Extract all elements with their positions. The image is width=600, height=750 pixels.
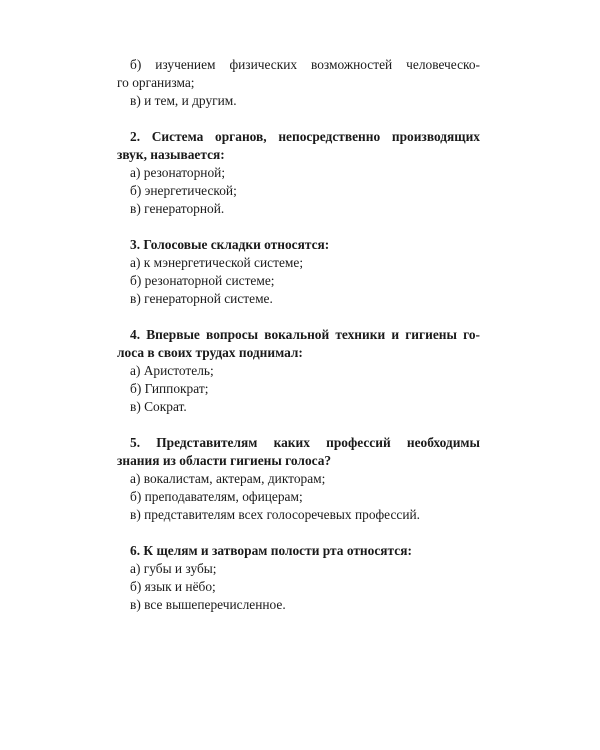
answer-option: а) Аристотель; xyxy=(130,363,214,378)
question-title: 2. Система органов, непосредственно производящих xyxy=(130,129,480,144)
continuation-block xyxy=(117,56,480,110)
answer-option: б) преподавателям, офицерам; xyxy=(130,489,303,504)
question-4 xyxy=(117,326,480,416)
question-title: 6. К щелям и затворам полости рта относятся: xyxy=(130,543,412,558)
continuation-line: б) изучением физических возможностей человеческо- xyxy=(130,57,480,72)
question-title: лоса в своих трудах поднимал: xyxy=(117,345,303,360)
continuation-line: в) и тем, и другим. xyxy=(130,93,237,108)
answer-option: а) резонаторной; xyxy=(130,165,226,180)
question-title: 5. Представителям каких профессий необходимы xyxy=(130,435,480,450)
answer-option: в) представителям всех голосоречевых профессий. xyxy=(130,507,421,522)
answer-option: в) генераторной. xyxy=(130,201,225,216)
question-2 xyxy=(117,128,480,218)
question-5 xyxy=(117,434,480,524)
question-6 xyxy=(117,542,480,614)
question-3 xyxy=(117,236,480,308)
answer-option: а) губы и зубы; xyxy=(130,561,217,576)
document-page xyxy=(117,56,480,632)
question-title: звук, называется: xyxy=(117,147,225,162)
answer-option: б) энергетической; xyxy=(130,183,237,198)
question-title: 4. Впервые вопросы вокальной техники и гигиены го- xyxy=(130,327,480,342)
answer-option: б) язык и нёбо; xyxy=(130,579,216,594)
answer-option: в) Сократ. xyxy=(130,399,187,414)
answer-option: б) Гиппократ; xyxy=(130,381,209,396)
answer-option: в) генераторной системе. xyxy=(130,291,273,306)
answer-option: а) вокалистам, актерам, дикторам; xyxy=(130,471,326,486)
continuation-line: го организма; xyxy=(117,75,195,90)
answer-option: б) резонаторной системе; xyxy=(130,273,275,288)
answer-option: в) все вышеперечисленное. xyxy=(130,597,286,612)
question-title: знания из области гигиены голоса? xyxy=(117,453,332,468)
answer-option: а) к мэнергетической системе; xyxy=(130,255,304,270)
question-title: 3. Голосовые складки относятся: xyxy=(130,237,330,252)
